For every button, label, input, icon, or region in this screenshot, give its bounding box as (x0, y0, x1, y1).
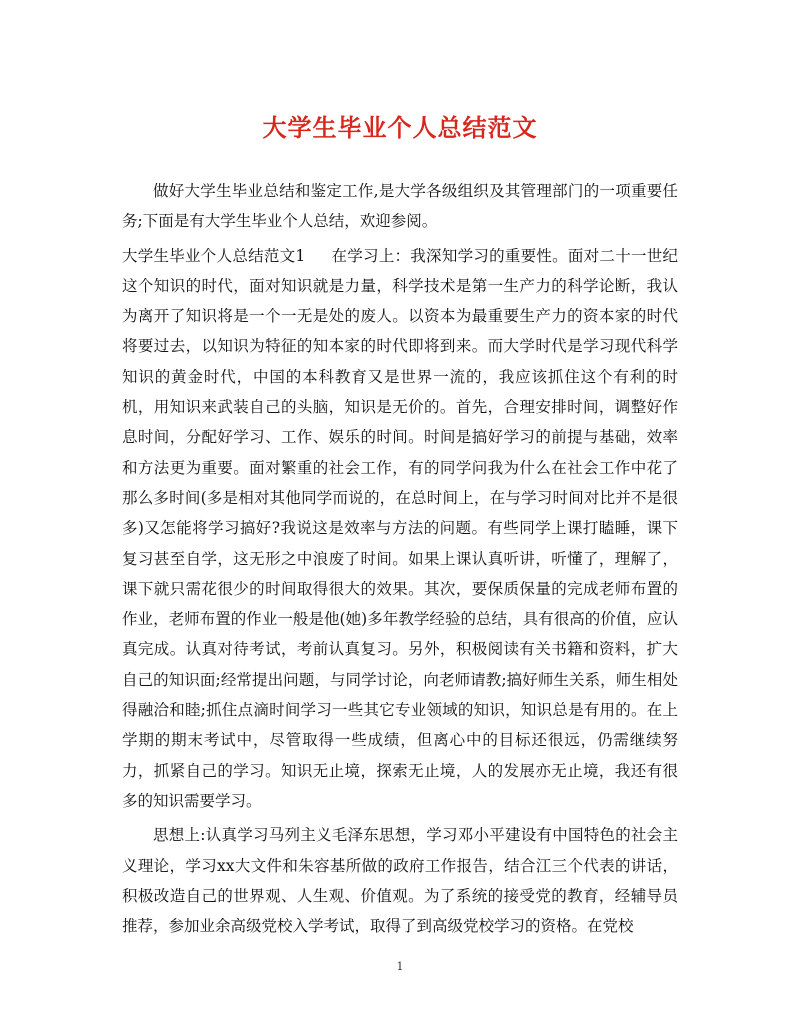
document-title: 大学生毕业个人总结范文 (262, 113, 538, 142)
page-number: 1 (396, 960, 404, 973)
intro-paragraph: 做好大学生毕业总结和鉴定工作,是大学各级组织及其管理部门的一项重要任务;下面是有大学生毕业个人总结，欢迎参阅。 (122, 182, 678, 231)
document-body (122, 176, 678, 941)
section-1-text: 在学习上：我深知学习的重要性。面对二十一世纪这个知识的时代，面对知识就是力量，科学技术是第一生产力的科学论断，我认为离开了知识将是一个一无是处的废人。以资本为最重要生产力的资本家的时代将要过去，以知识为特征的知本家的时代即将到来。而大学时代是学习现代科学知识的黄金时代，中国的本科教育又是世界一流的，我应该抓住这个有利的时机，用知识来武装自己的头脑，知识是无价的。首先，合理安排时间，调整好作息时间，分配好学习、工作、娱乐的时间。时间是搞好学习的前提与基础，效率和方法更为重要。面对繁重的社会工作，有的同学问我为什么在社会工作中花了那么多时间(多是相对其他同学而说的，在总时间上，在与学习时间对比并不是很多)又怎能将学习搞好?我说这是效率与方法的问题。有些同学上课打瞌睡，课下复习甚至自学，这无形之中浪废了时间。如果上课认真听讲，听懂了，理解了，课下就只需花很少的时间取得很大的效果。其次，要保质保量的完成老师布置的作业，老师布置的作业一般是他(她)多年教学经验的总结，具有很高的价值，应认真完成。认真对待考试，考前认真复习。另外，积极阅读有关书籍和资料，扩大自己的知识面;经常提出问题，与同学讨论，向老师请教;搞好师生关系，师生相处得融洽和睦;抓住点滴时间学习一些其它专业领域的知识，知识总是有用的。在上学期的期末考试中，尽管取得一些成绩，但离心中的目标还很远，仍需继续努力，抓紧自己的学习。知识无止境，探索无止境，人的发展亦无止境，我还有很多的知识需要学习。 (122, 246, 678, 810)
section-1-paragraph (122, 241, 678, 817)
section-2-paragraph: 思想上:认真学习马列主义毛泽东思想，学习邓小平建设有中国特色的社会主义理论，学习xx大文件和朱容基所做的政府工作报告，结合江三个代表的讲话，积极改造自己的世界观、人生观、价值观。为了系统的接受党的教育，经辅导员推荐，参加业余高级党校入学考试，取得了到高级党校学习的资格。在党校 (122, 826, 678, 936)
section-1-heading: 大学生毕业个人总结范文1 (122, 246, 306, 265)
